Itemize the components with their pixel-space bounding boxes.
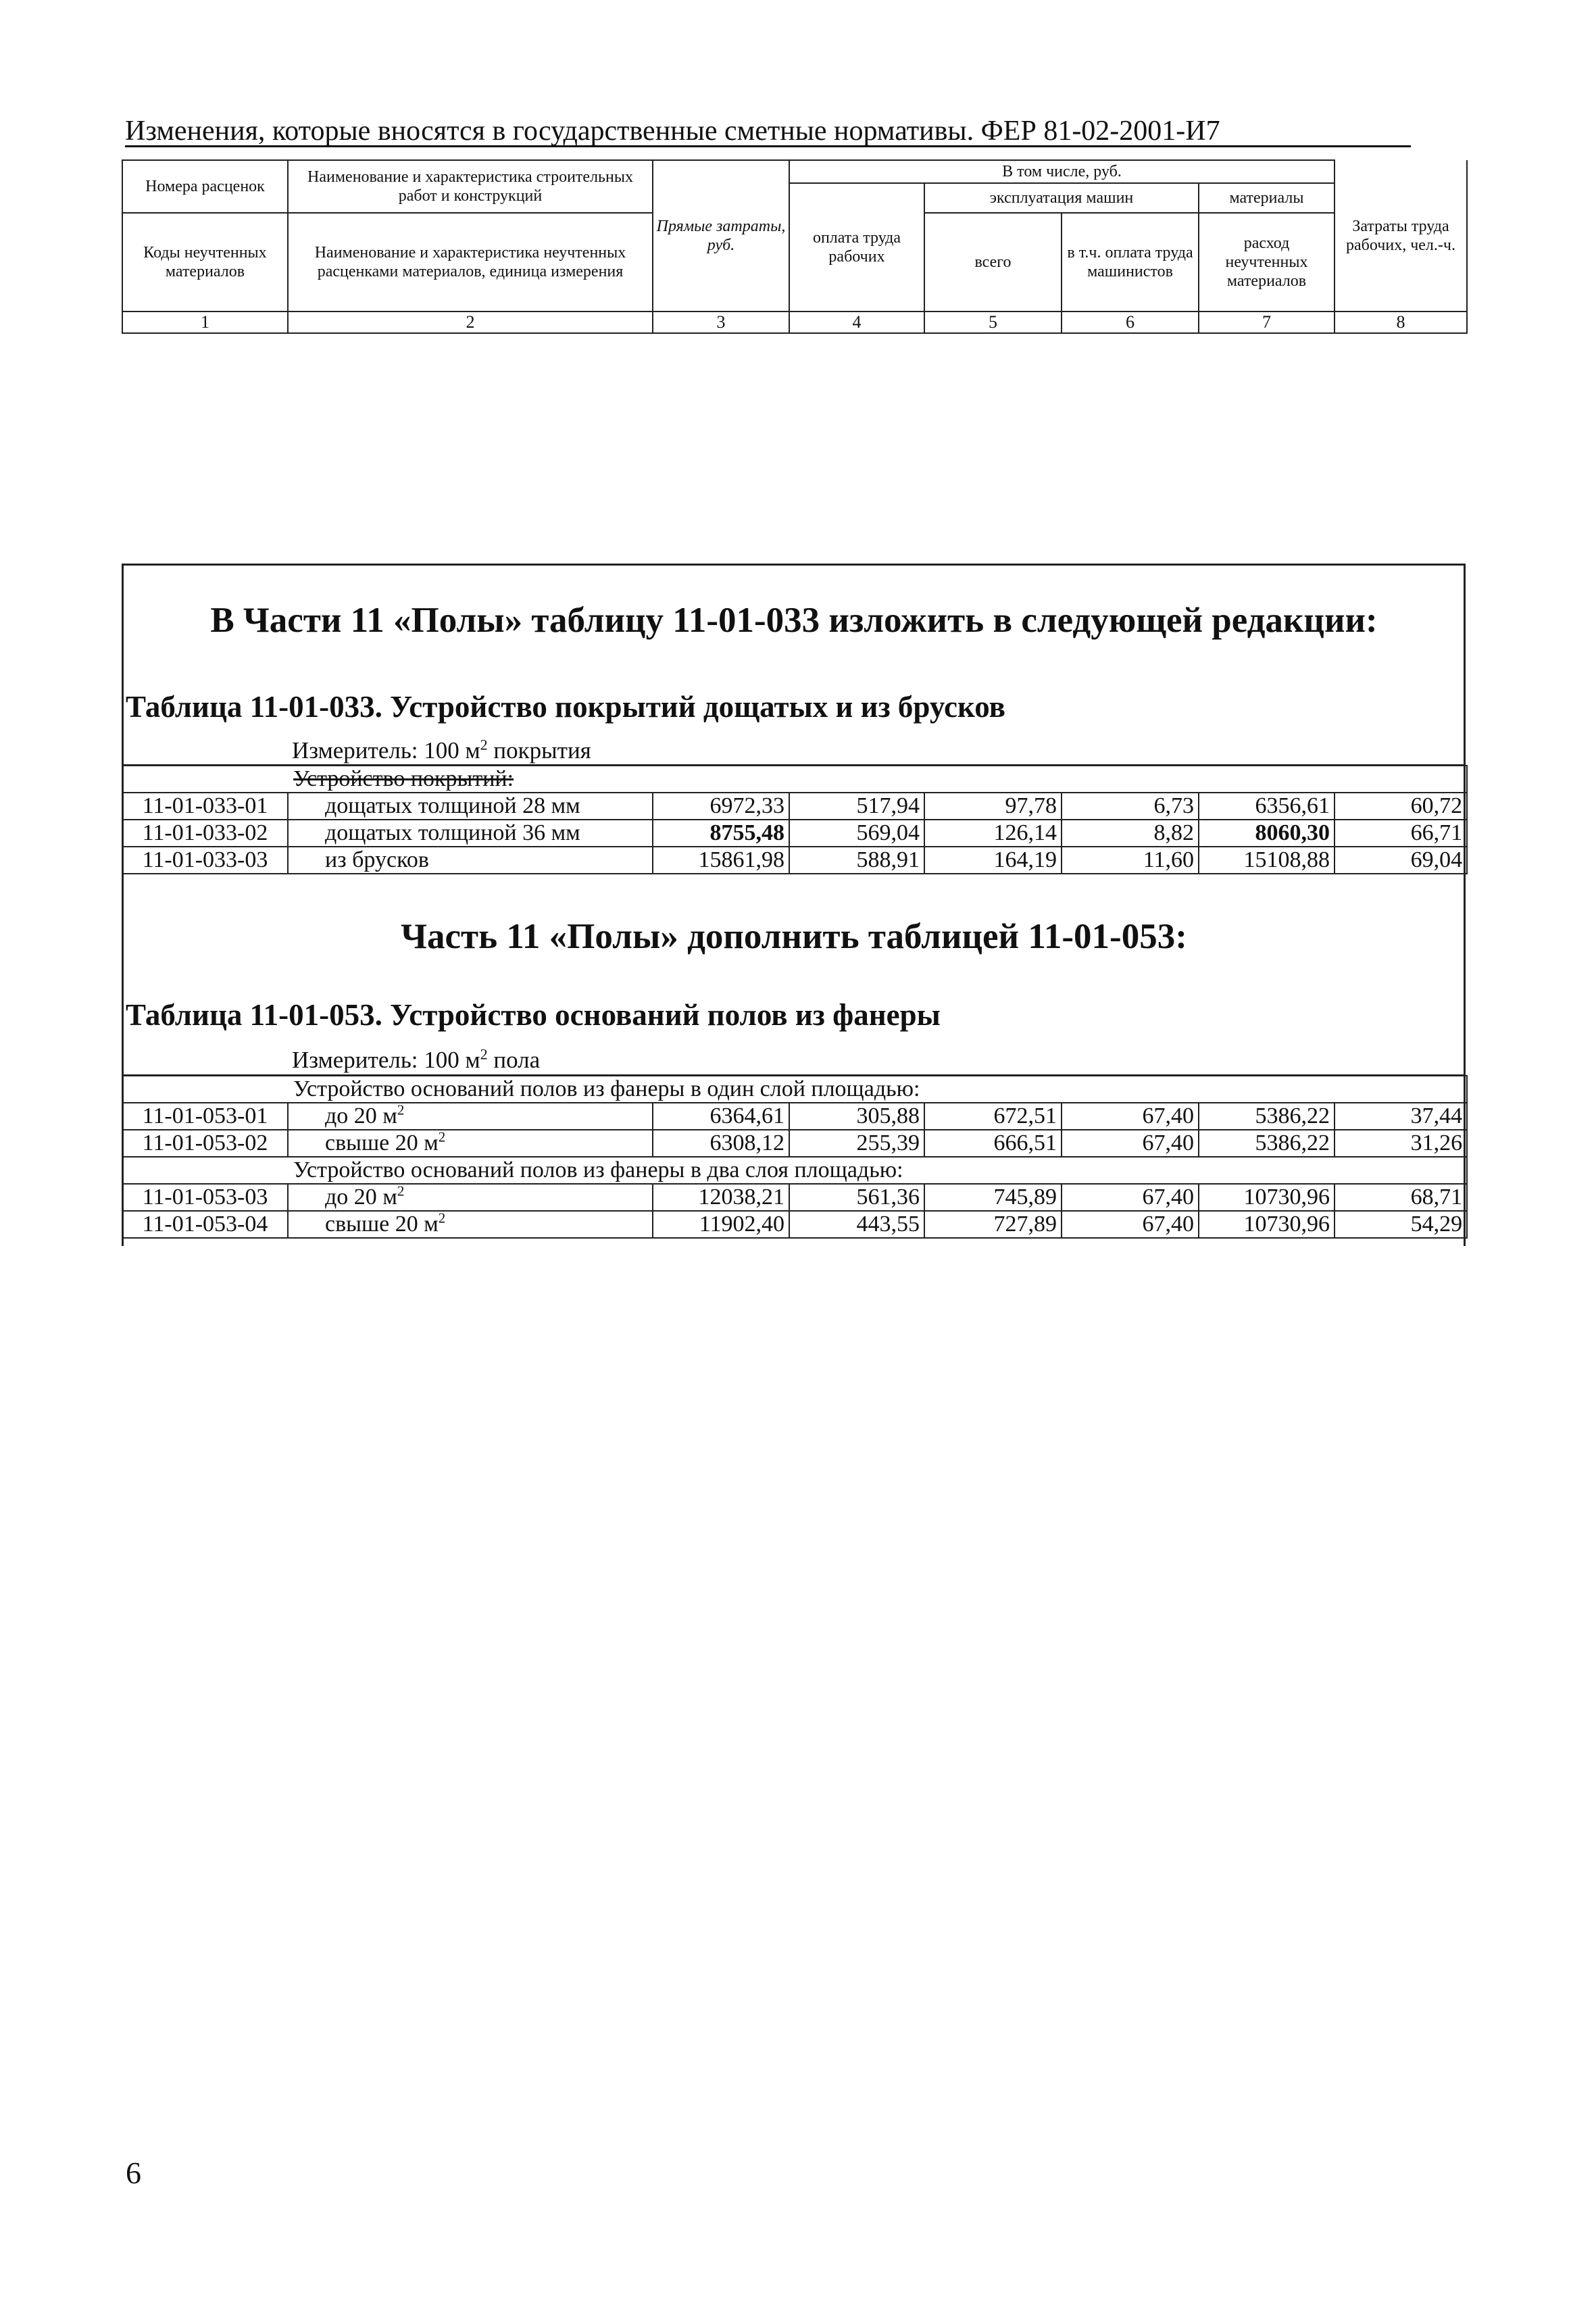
row-operator-pay: 67,40: [1062, 1103, 1199, 1130]
row-labor-hours: 69,04: [1335, 847, 1467, 874]
col2-header-bottom: Наименование и характеристика неучтенных расценками материалов, единица измерения: [288, 213, 653, 312]
row-direct-costs: 6364,61: [653, 1103, 789, 1130]
section1-heading: В Части 11 «Полы» таблицу 11-01-033 изложить в следующей редакции:: [210, 601, 1378, 640]
row-labor-hours: 31,26: [1335, 1130, 1467, 1157]
col-number: 7: [1199, 312, 1335, 333]
row-machines-total: 727,89: [924, 1211, 1062, 1238]
row-machines-total: 164,19: [924, 847, 1062, 874]
row-code: 11-01-053-03: [122, 1184, 288, 1211]
table-11-01-033-meter: Измеритель: 100 $м^2$ покрытия: [292, 736, 591, 764]
row-worker-pay: 517,94: [789, 793, 924, 820]
col-number: 8: [1335, 312, 1467, 333]
row-worker-pay: 443,55: [789, 1211, 924, 1238]
row-materials: 8060,30: [1199, 820, 1335, 847]
col-number: 6: [1062, 312, 1199, 333]
col-number: 3: [653, 312, 789, 333]
row-operator-pay: 11,60: [1062, 847, 1199, 874]
row-code: 11-01-053-01: [122, 1103, 288, 1130]
row-direct-costs: 11902,40: [653, 1211, 789, 1238]
row-worker-pay: 255,39: [789, 1130, 924, 1157]
row-worker-pay: 305,88: [789, 1103, 924, 1130]
table-row: [122, 1184, 1467, 1211]
group-label: Устройство покрытий:: [122, 766, 1467, 793]
row-direct-costs: 6308,12: [653, 1130, 789, 1157]
col-number: 5: [924, 312, 1062, 333]
machines-header: эксплуатация машин: [924, 183, 1199, 213]
col3-header: Прямые затраты, руб.: [653, 160, 789, 312]
row-name: свыше 20 $м^2$: [288, 1211, 653, 1238]
row-worker-pay: 561,36: [789, 1184, 924, 1211]
col2-header-top: Наименование и характеристика строительных работ и конструкций: [288, 160, 653, 213]
col7-header: расход неучтенных материалов: [1199, 213, 1335, 312]
col-number: 2: [288, 312, 653, 333]
row-operator-pay: 67,40: [1062, 1184, 1199, 1211]
row-machines-total: 97,78: [924, 793, 1062, 820]
row-machines-total: 126,14: [924, 820, 1062, 847]
section2-heading: Часть 11 «Полы» дополнить таблицей 11-01-053:: [401, 917, 1187, 956]
row-direct-costs: 6972,33: [653, 793, 789, 820]
row-operator-pay: 8,82: [1062, 820, 1199, 847]
including-header: В том числе, руб.: [789, 160, 1335, 183]
col-number: 1: [122, 312, 288, 333]
row-name: до 20 $м^2$: [288, 1103, 653, 1130]
row-code: 11-01-033-01: [122, 793, 288, 820]
row-labor-hours: 54,29: [1335, 1211, 1467, 1238]
frame-border-top: [122, 564, 1466, 566]
page-number: 6: [126, 2156, 141, 2190]
group-label: Устройство оснований полов из фанеры в два слоя площадью:: [122, 1157, 1467, 1184]
table-11-01-053: [122, 1075, 1468, 1239]
row-name: свыше 20 $м^2$: [288, 1130, 653, 1157]
row-materials: 15108,88: [1199, 847, 1335, 874]
column-header-table: [122, 159, 1468, 334]
col-number: 4: [789, 312, 924, 333]
row-worker-pay: 588,91: [789, 847, 924, 874]
header-divider: [125, 145, 1411, 147]
row-operator-pay: 6,73: [1062, 793, 1199, 820]
row-operator-pay: 67,40: [1062, 1211, 1199, 1238]
row-labor-hours: 60,72: [1335, 793, 1467, 820]
row-direct-costs: 8755,48: [653, 820, 789, 847]
row-name: из брусков: [288, 847, 653, 874]
row-code: 11-01-053-04: [122, 1211, 288, 1238]
row-name: дощатых толщиной 28 мм: [288, 793, 653, 820]
table-row: [122, 1103, 1467, 1130]
row-materials: 6356,61: [1199, 793, 1335, 820]
row-code: 11-01-053-02: [122, 1130, 288, 1157]
row-labor-hours: 37,44: [1335, 1103, 1467, 1130]
row-materials: 10730,96: [1199, 1211, 1335, 1238]
row-operator-pay: 67,40: [1062, 1130, 1199, 1157]
row-machines-total: 745,89: [924, 1184, 1062, 1211]
row-worker-pay: 569,04: [789, 820, 924, 847]
row-direct-costs: 15861,98: [653, 847, 789, 874]
col4-header: оплата труда рабочих: [789, 183, 924, 312]
row-machines-total: 666,51: [924, 1130, 1062, 1157]
row-name: дощатых толщиной 36 мм: [288, 820, 653, 847]
table-row: [122, 820, 1467, 847]
table-11-01-053-meter: Измеритель: 100 $м^2$ пола: [292, 1045, 541, 1073]
group-label: Устройство оснований полов из фанеры в один слой площадью:: [122, 1076, 1467, 1103]
col5-header: всего: [924, 213, 1062, 312]
row-code: 11-01-033-02: [122, 820, 288, 847]
row-materials: 10730,96: [1199, 1184, 1335, 1211]
row-materials: 5386,22: [1199, 1130, 1335, 1157]
col8-header: Затраты труда рабочих, чел.-ч.: [1335, 160, 1467, 312]
table-11-01-053-title: Таблица 11-01-053. Устройство оснований полов из фанеры: [126, 998, 941, 1032]
col1-header-top: Номера расценок: [122, 160, 288, 213]
row-code: 11-01-033-03: [122, 847, 288, 874]
row-materials: 5386,22: [1199, 1103, 1335, 1130]
table-row: [122, 847, 1467, 874]
table-row: [122, 1211, 1467, 1238]
page-header-title: Изменения, которые вносятся в государственные сметные нормативы. ФЕР 81-02-2001-И7: [125, 116, 1220, 147]
row-labor-hours: 68,71: [1335, 1184, 1467, 1211]
row-machines-total: 672,51: [924, 1103, 1062, 1130]
row-labor-hours: 66,71: [1335, 820, 1467, 847]
materials-header: материалы: [1199, 183, 1335, 213]
table-row: [122, 793, 1467, 820]
row-name: до 20 $м^2$: [288, 1184, 653, 1211]
table-11-01-033-title: Таблица 11-01-033. Устройство покрытий дощатых и из брусков: [126, 690, 1005, 724]
col1-header-bottom: Коды неучтенных материалов: [122, 213, 288, 312]
row-direct-costs: 12038,21: [653, 1184, 789, 1211]
table-row: [122, 1130, 1467, 1157]
col6-header: в т.ч. оплата труда машинистов: [1062, 213, 1199, 312]
table-11-01-033: [122, 765, 1468, 874]
